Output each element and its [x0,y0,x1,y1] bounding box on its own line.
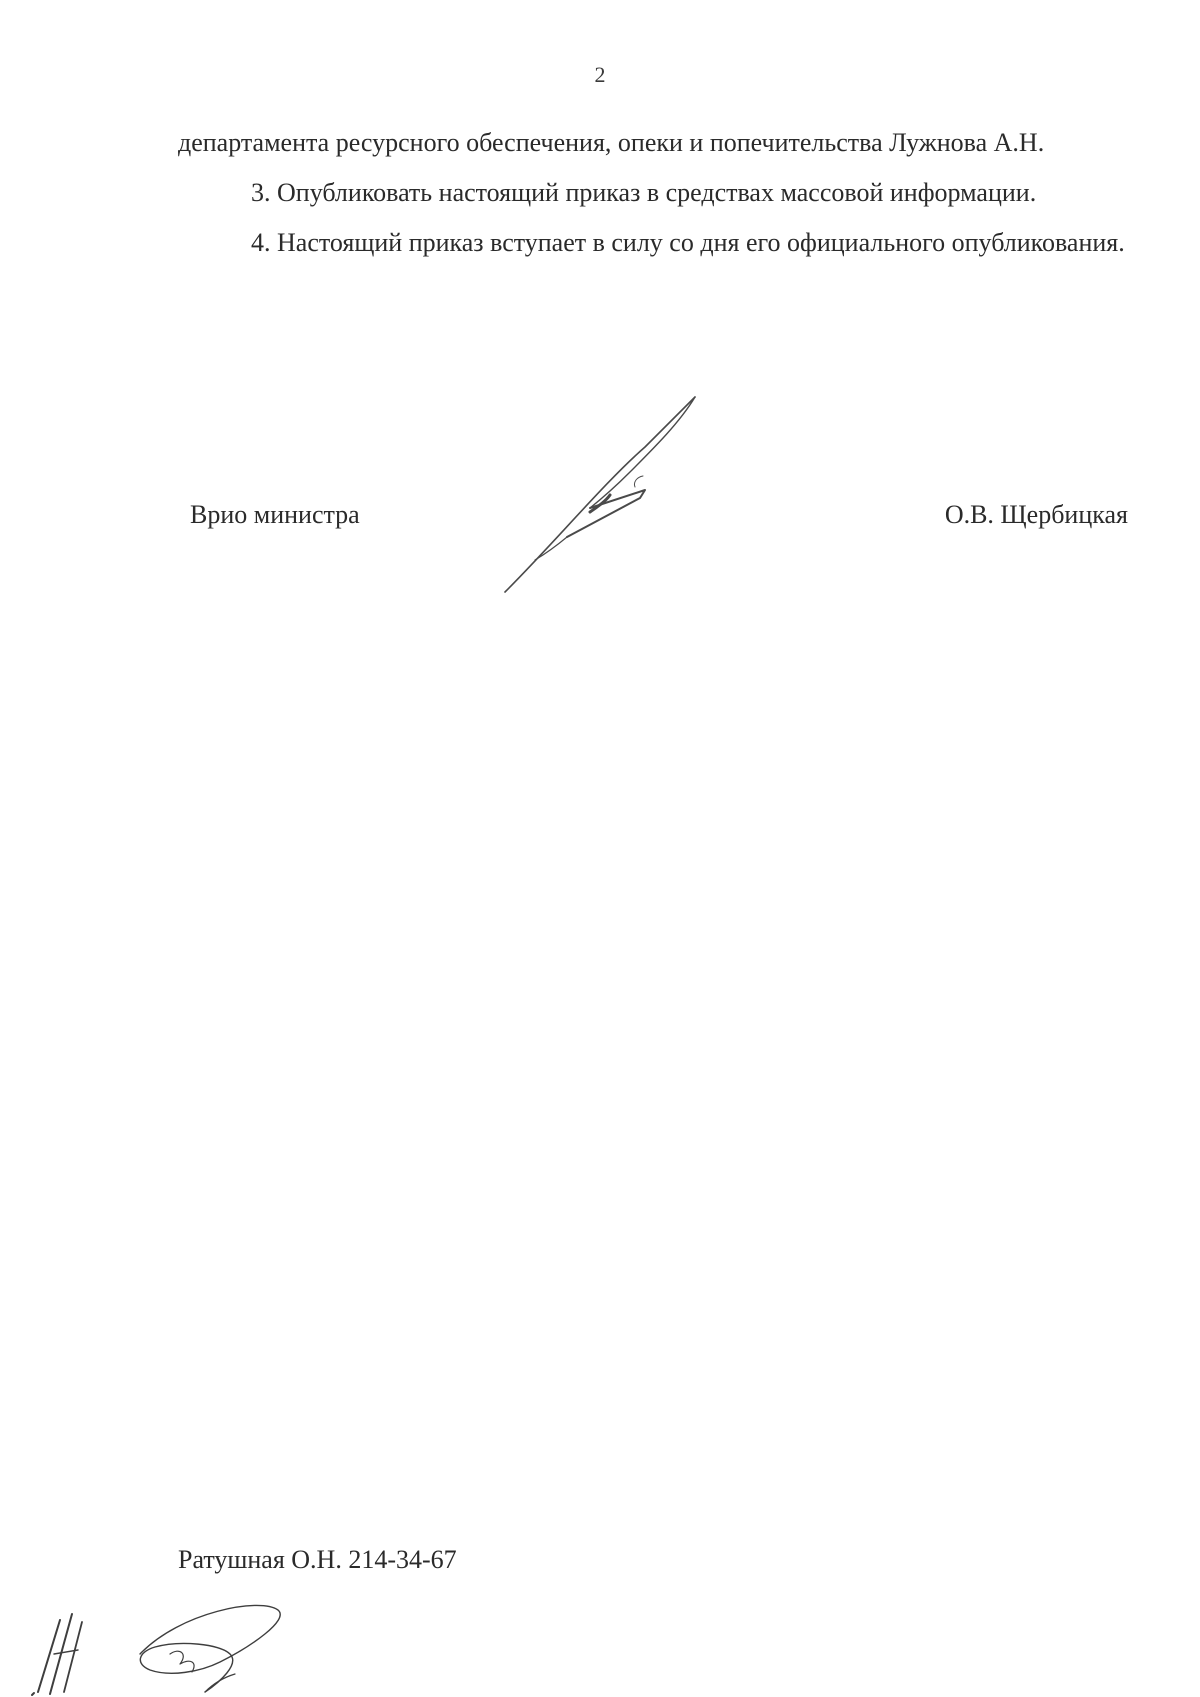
executor-contact: Ратушная О.Н. 214-34-67 [178,1545,457,1574]
signatory-name: О.В. Щербицкая [944,500,1128,529]
paragraph-item-4: 4. Настоящий приказ вступает в силу со дня его официального опубликования. [251,228,1125,257]
signatory-position: Врио министра [190,500,360,529]
paragraph-continuation: департамента ресурсного обеспечения, опеки и попечительства Лужнова А.Н. [178,128,1045,157]
paragraph-item-3: 3. Опубликовать настоящий приказ в средствах массовой информации. [251,178,1037,207]
handwritten-signature [495,392,755,602]
initials-signature [20,1592,320,1697]
page-number: 2 [594,62,606,87]
body-text [178,118,1128,268]
